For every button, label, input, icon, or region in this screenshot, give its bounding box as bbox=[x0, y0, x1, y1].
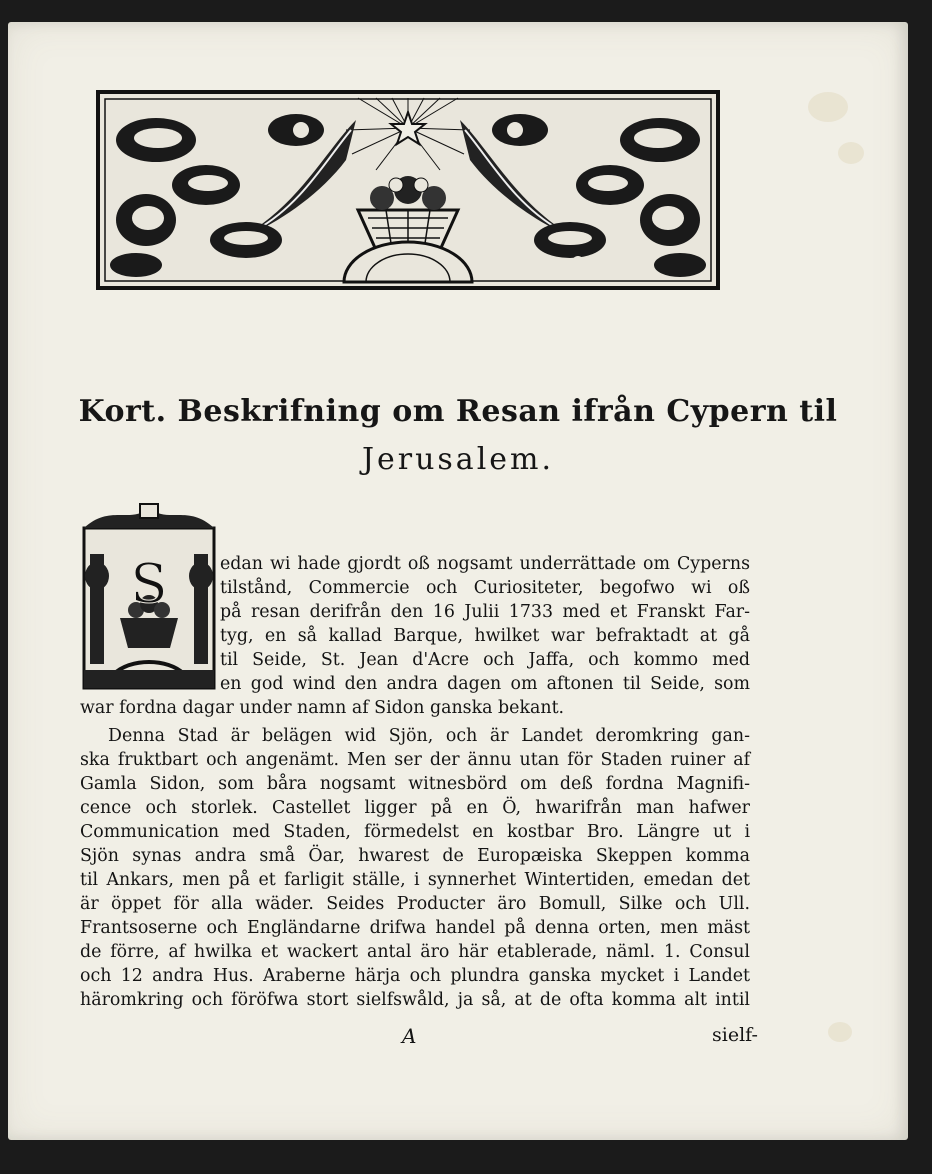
text-line: Frantsoserne och Engländarne drifwa handel på denna orten, men mäst bbox=[80, 918, 750, 938]
decorated-initial-icon bbox=[80, 498, 218, 694]
text-line: edan wi hade gjordt oß nogsamt underrättade om Cyperns bbox=[220, 554, 750, 574]
text-line: en god wind den andra dagen om aftonen til Seide, som bbox=[220, 674, 750, 694]
text-line: på resan derifrån den 16 Julii 1733 med et Franskt Far- bbox=[220, 602, 750, 622]
text-line: til Ankars, men på et farligit ställe, i synnerhet Wintertiden, emedan det bbox=[80, 870, 750, 890]
document-page bbox=[8, 22, 908, 1140]
signature-mark: A bbox=[402, 1024, 417, 1048]
paper-stain bbox=[828, 1022, 852, 1042]
paper-stain bbox=[808, 92, 848, 122]
text-line: war fordna dagar under namn af Sidon ganska bekant. bbox=[80, 698, 565, 718]
text-line: Sjön synas andra små Öar, hwarest de Europæiska Skeppen komma bbox=[80, 846, 750, 866]
text-line: häromkring och föröfwa stort sielfswåld, ja så, at de ofta komma alt intil bbox=[80, 990, 750, 1010]
text-line: och 12 andra Hus. Araberne härja och plundra ganska mycket i Landet bbox=[80, 966, 750, 986]
page-title: Kort. Beskrifning om Resan ifrån Cypern til bbox=[78, 394, 838, 429]
paper-stain bbox=[838, 142, 864, 164]
text-line: Communication med Staden, förmedelst en kostbar Bro. Längre ut i bbox=[80, 822, 750, 842]
text-line: Denna Stad är belägen wid Sjön, och är Landet deromkring gan- bbox=[108, 726, 750, 746]
text-line: til Seide, St. Jean d'Acre och Jaffa, och kommo med bbox=[220, 650, 750, 670]
text-line: Gamla Sidon, som båra nogsamt witnesbörd om deß fordna Magnifi- bbox=[80, 774, 750, 794]
text-line: cence och storlek. Castellet ligger på en Ö, hwarifrån man hafwer bbox=[80, 798, 750, 818]
text-line: är öppet för alla wäder. Seides Producter äro Bomull, Silke och Ull. bbox=[80, 894, 750, 914]
initial-letter: S bbox=[130, 552, 168, 615]
text-line: ska fruktbart och angenämt. Men ser der ännu utan för Staden ruiner af bbox=[80, 750, 750, 770]
woodcut-ornament-icon bbox=[96, 90, 720, 290]
catchword: sielf- bbox=[712, 1024, 758, 1046]
text-line: tyg, en så kallad Barque, hwilket war befraktadt at gå bbox=[220, 626, 750, 646]
text-line: tilstånd, Commercie och Curiositeter, begofwo wi oß bbox=[220, 578, 750, 598]
page-title-continued: Jerusalem. bbox=[361, 442, 555, 477]
text-line: de förre, af hwilka et wackert antal äro här etablerade, näml. 1. Consul bbox=[80, 942, 750, 962]
